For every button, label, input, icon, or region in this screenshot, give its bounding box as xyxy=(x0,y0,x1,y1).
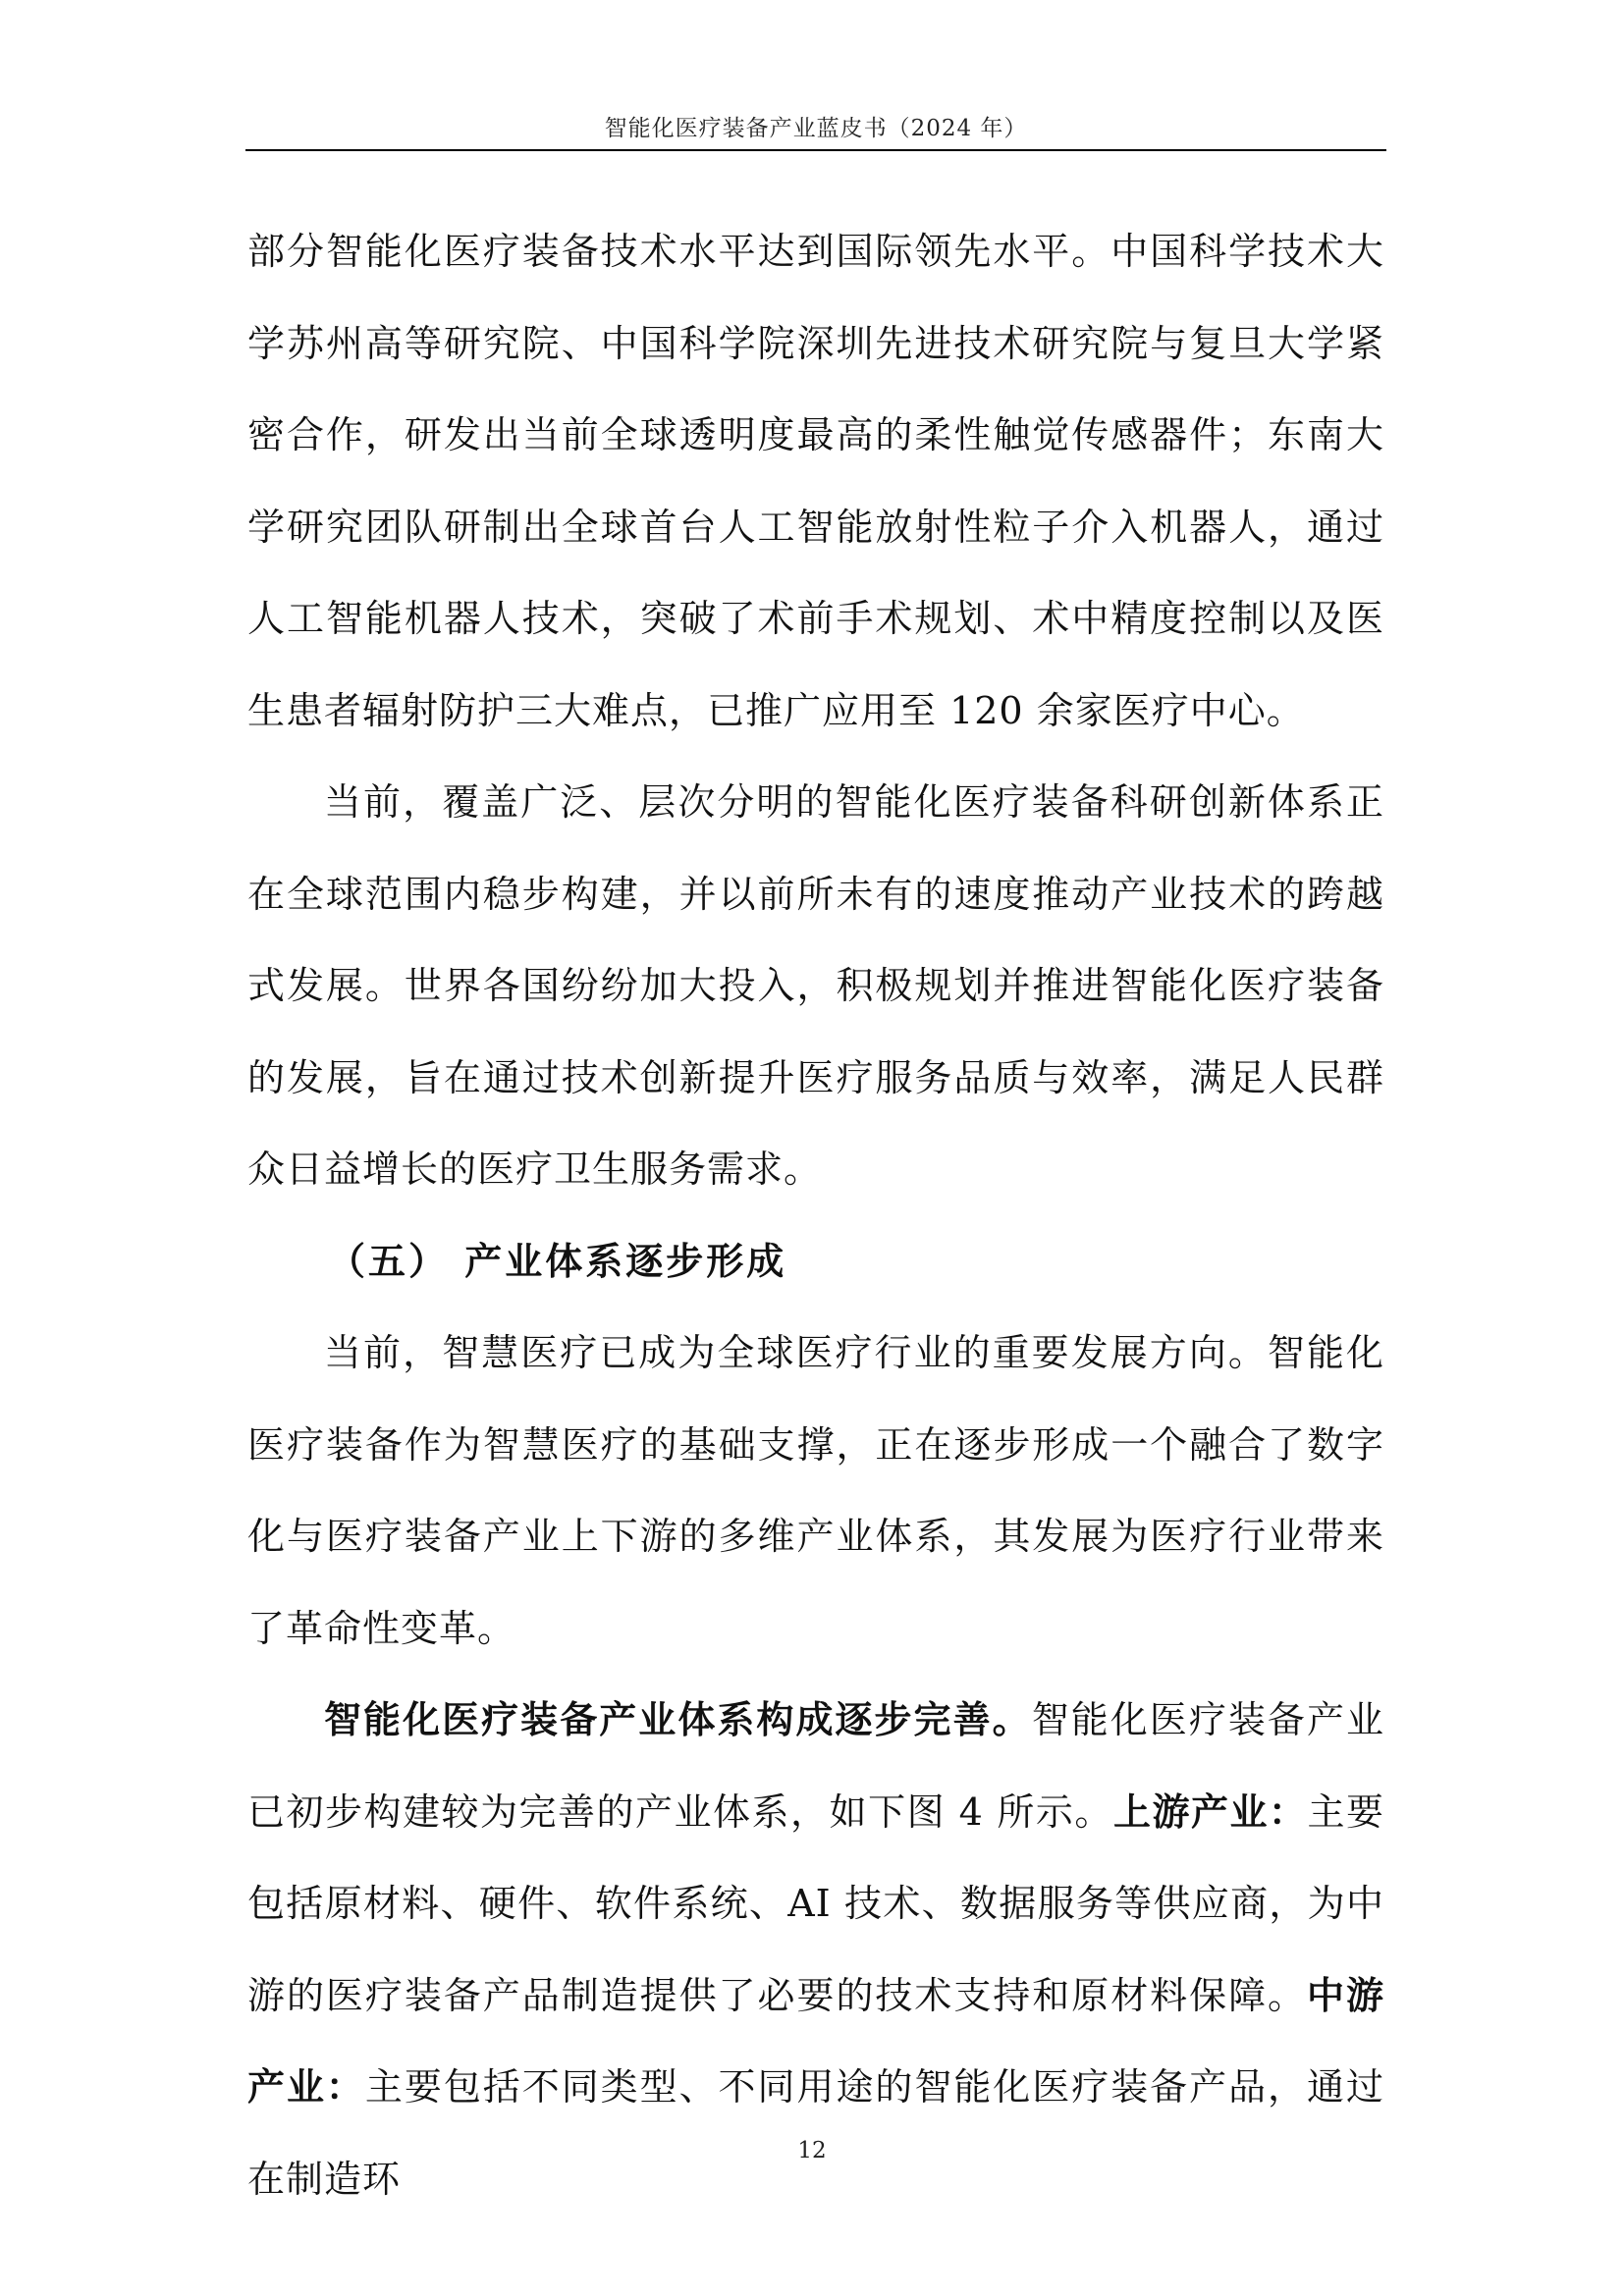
paragraph-smart-healthcare: 当前，智慧医疗已成为全球医疗行业的重要发展方向。智能化医疗装备作为智慧医疗的基础支撑，正在逐步形成一个融合了数字化与医疗装备产业上下游的多维产业体系，其发展为医疗行业带来了革命性变革。 xyxy=(247,1331,1384,1650)
bold-lead-sentence: 智能化医疗装备产业体系构成逐步完善。 xyxy=(324,1698,1032,1741)
bold-midstream-label: 中游产业： xyxy=(247,1973,1384,2109)
document-body xyxy=(247,206,1384,2225)
bold-upstream-label: 上游产业： xyxy=(1112,1789,1308,1834)
paragraph-text-segment: 主要包括原材料、硬件、软件系统、AI 技术、数据服务等供应商，为中游的医疗装备产品制造提供了必要的技术支持和原材料保障。 xyxy=(247,1789,1384,2017)
paragraph-research-achievements: 部分智能化医疗装备技术水平达到国际领先水平。中国科学技术大学苏州高等研究院、中国科学院深圳先进技术研究院与复旦大学紧密合作，研发出当前全球透明度最高的柔性触觉传感器件；东南大学研究团队研制出全球首台人工智能放射性粒子介入机器人，通过人工智能机器人技术，突破了术前手术规划、术中精度控制以及医生患者辐射防护三大难点，已推广应用至 120 余家医疗中心。 xyxy=(247,230,1384,732)
section-heading: （五） 产业体系逐步形成 xyxy=(328,1239,787,1283)
page-number: 12 xyxy=(797,2138,827,2163)
paragraph-text-segment: 智能化医疗装备产业已初步构建较为完善的产业体系，如下图 4 所示。 xyxy=(247,1698,1384,1834)
paragraph-text-segment: 主要包括不同类型、不同用途的智能化医疗装备产品，通过在制造环 xyxy=(247,2065,1384,2201)
running-header-title: 智能化医疗装备产业蓝皮书（2024 年） xyxy=(604,116,1028,141)
paragraph-global-innovation-system: 当前，覆盖广泛、层次分明的智能化医疗装备科研创新体系正在全球范围内稳步构建，并以前所未有的速度推动产业技术的跨越式发展。世界各国纷纷加大投入，积极规划并推进智能化医疗装备的发展，旨在通过技术创新提升医疗服务品质与效率，满足人民群众日益增长的医疗卫生服务需求。 xyxy=(247,780,1384,1191)
header-divider xyxy=(245,149,1386,151)
